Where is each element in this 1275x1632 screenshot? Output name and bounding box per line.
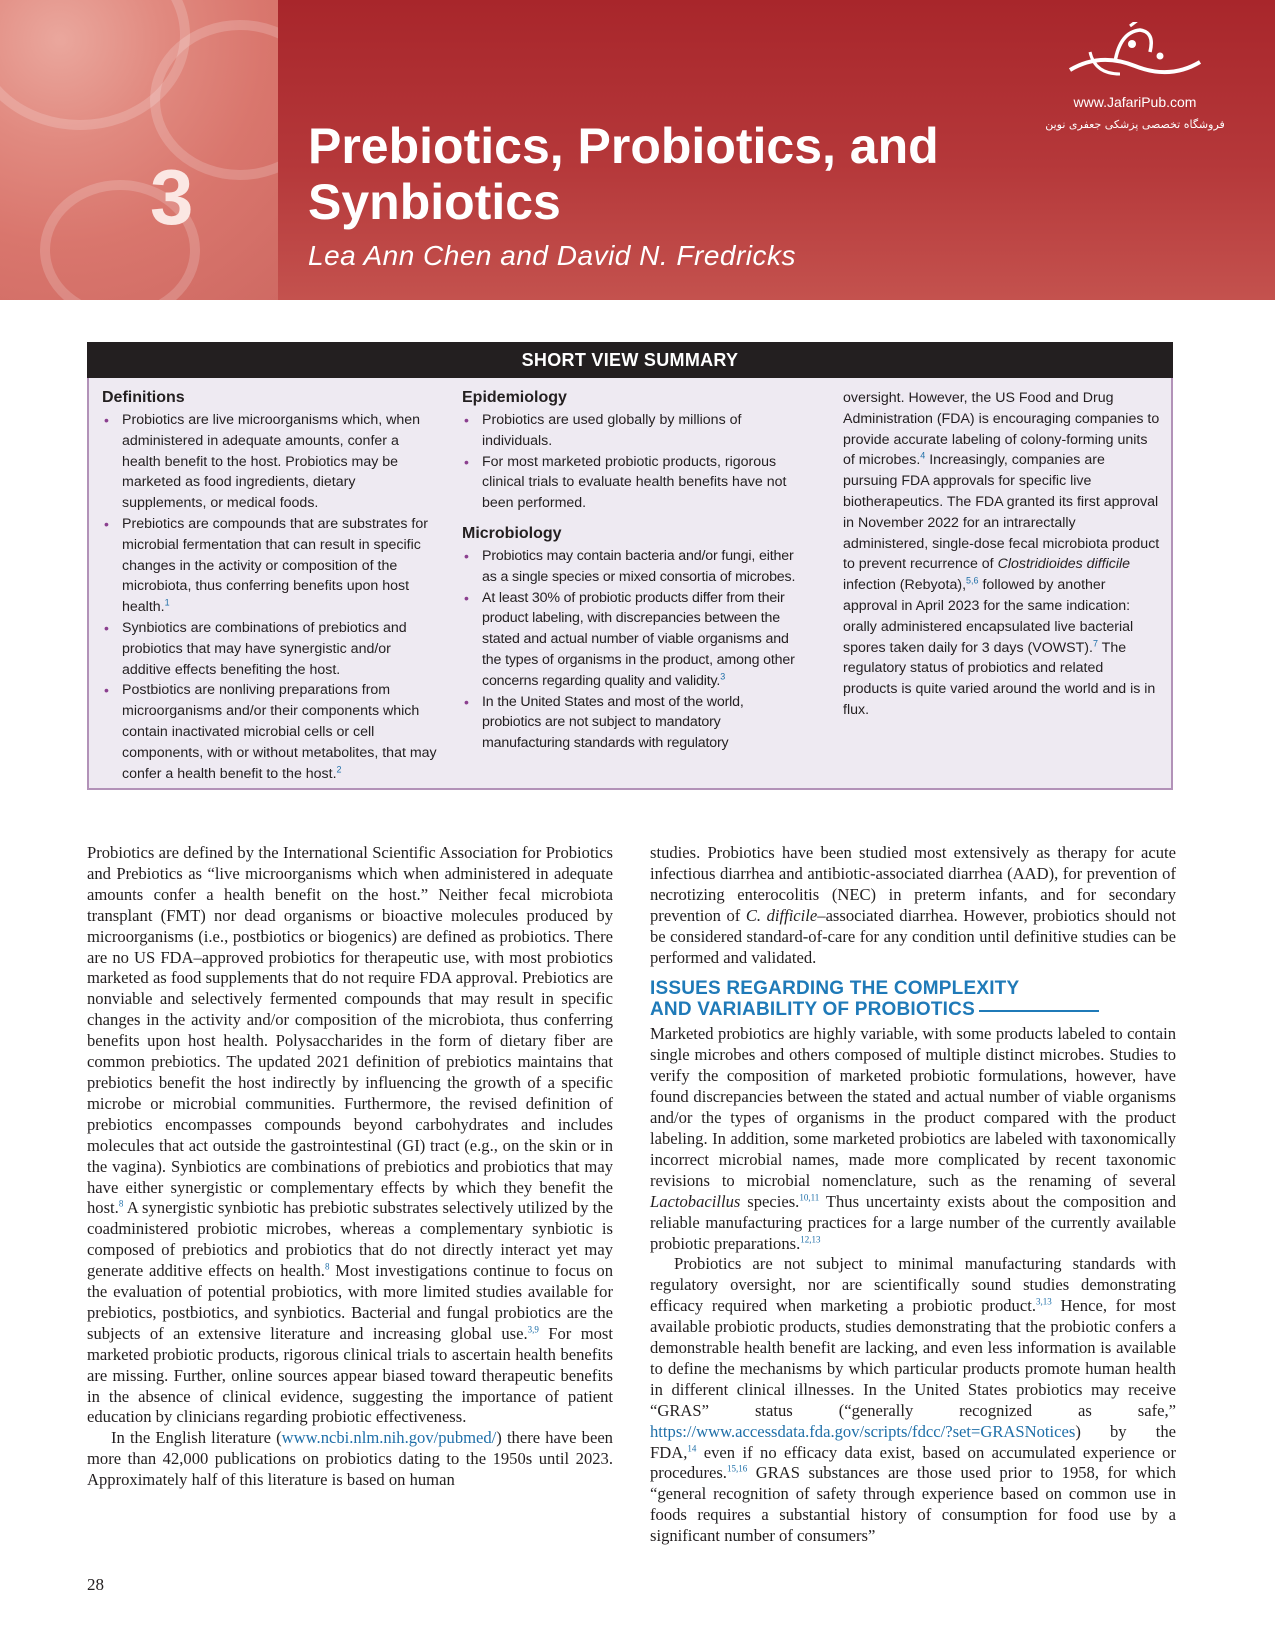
reference-link[interactable]: 12,13: [800, 1233, 821, 1244]
body-paragraph: In the English literature (www.ncbi.nlm.nih.gov/pubmed/) there have been more than 42,000 publications on probiotics dating to the 1950s until 2023. Approximately half of this literature is based on human: [87, 1428, 613, 1490]
list-item: • Probiotics may contain bacteria and/or fungi, either as a single species or mixed consortia of microbes.: [462, 546, 797, 588]
list-item: • Probiotics are live microorganisms which, when administered in adequate amounts, confer a health benefit to the host. Probiotics may be marketed as food ingredients, dietary supplements, or medical foods.: [102, 410, 437, 514]
heading-rule: [979, 1010, 1099, 1012]
reference-link[interactable]: 3,13: [1035, 1296, 1052, 1307]
banner-decoration: [0, 0, 278, 300]
list-item: • Probiotics are used globally by millions of individuals.: [462, 410, 797, 452]
body-paragraph: Probiotics are not subject to minimal manufacturing standards with regulatory oversight, nor are scientifically sound studies demonstrating efficacy required when marketing a probiotic product.$^{3,13}$ Hence, for most available probiotic products, studies demonstrating that the probiotic confers a demonstrable health benefit are lacking, and even less information is available to define the mechanisms by which particular products promote human health in different clinical illnesses. In the United States probiotics may receive “GRAS” status (“generally recognized as safe,” https://www.accessdata.fda.gov/scripts/fdcc/?set=GRASNotices) by the FDA,$^{14}$ even if no efficacy data exist, based on accumulated experience or procedures.$^{15,16}$ GRAS substances are those used prior to 1958, for which “general recognition of safety through experience based on common use in foods requires a substantial history of consumption for food use by a significant number of consumers”: [650, 1254, 1177, 1546]
microbiology-list: [462, 546, 797, 754]
chapter-number: 3: [150, 153, 194, 241]
summary-column-3: [843, 388, 1161, 721]
page-number: 28: [87, 1575, 104, 1594]
reference-link[interactable]: 5,6: [966, 575, 979, 586]
summary-title: SHORT VIEW SUMMARY: [87, 342, 1173, 378]
reference-link[interactable]: 2: [336, 763, 342, 774]
summary-column-1: [102, 388, 437, 784]
summary-text: followed by another approval in April 2023 for the same indication: orally administered encapsulated live bacterial spores taken daily for 3 days (VOWST).: [843, 577, 1134, 656]
summary-text: infection (Rebyota),: [843, 577, 967, 594]
section-heading: ISSUES REGARDING THE COMPLEXITY AND VARIABILITY OF PROBIOTICS: [650, 978, 1176, 1020]
definitions-heading: Definitions: [102, 389, 185, 406]
reference-link[interactable]: 3,9: [527, 1324, 539, 1335]
list-item: • Synbiotics are combinations of prebiotics and probiotics that may have synergistic and/or additive effects benefiting the host.: [102, 618, 437, 680]
organism-name: C. difficile: [745, 905, 818, 925]
list-item: • At least 30% of probiotic products differ from their product labeling, with discrepancies between the stated and actual number of viable organisms and the types of organisms in the product, among other concerns regarding quality and validity.$^3$: [462, 588, 797, 692]
epidemiology-list: [462, 410, 797, 514]
summary-text: oversight. However, the US Food and Drug Administration (FDA) is encouraging companies to provide accurate labeling of colony-forming units of microbes.: [843, 390, 1160, 469]
publisher-logo[interactable]: [1030, 22, 1240, 142]
reference-link[interactable]: 7: [1092, 637, 1098, 648]
reference-link[interactable]: 15,16: [726, 1463, 748, 1474]
reference-link[interactable]: 3: [720, 671, 726, 682]
definitions-list: [102, 410, 437, 784]
list-item: • In the United States and most of the world, probiotics are not subject to mandatory manufacturing standards with regulatory: [462, 692, 797, 754]
organism-name: Clostridioides difficile: [997, 556, 1131, 573]
chapter-banner: [0, 0, 1275, 300]
body-column-left: [87, 843, 613, 1491]
reference-link[interactable]: 8: [118, 1198, 124, 1209]
publisher-tagline: فروشگاه تخصصی پزشکی جعفری نوین: [1045, 118, 1225, 131]
publisher-url[interactable]: www.JafariPub.com: [1073, 94, 1197, 110]
list-item: • Postbiotics are nonliving preparations from microorganisms and/or their components which contain inactivated microbial cells or cell components, with or without metabolites, that may confer a health benefit to the host.$^2$: [102, 680, 437, 784]
summary-text: The regulatory status of probiotics and related products is quite varied around the world and is in flux.: [843, 639, 1156, 718]
spacer: [462, 514, 797, 524]
body-paragraph: Marketed probiotics are highly variable, with some products labeled to contain single microbes and others composed of multiple distinct microbes. Studies to verify the composition of marketed probiotic formulations, however, have found discrepancies between the stated and actual number of viable organisms and/or the types of organisms in the product compared with the product labeling. In addition, some marketed probiotics are labeled with taxonomically incorrect microbial names, made more complicated by recent taxonomic revisions to microbial nomenclature, such as the renaming of several Lactobacillus species.$^{10,11}$ Thus uncertainty exists about the composition and reliable manufacturing practices for a large number of the currently available probiotic preparations.$^{12,13}$: [650, 1024, 1176, 1253]
microbiology-heading: Microbiology: [462, 524, 562, 542]
publisher-logo-icon: [1060, 22, 1210, 92]
body-column-right: [650, 843, 1176, 1547]
chapter-authors: Lea Ann Chen and David N. Fredricks: [308, 240, 797, 271]
body-paragraph: Probiotics are defined by the International Scientific Association for Probiotics and Prebiotics as “live microorganisms which when administered in adequate amounts confer a health benefit on the host.” Neither fecal microbiota transplant (FMT) nor dead organisms or bioactive molecules produced by microorganisms (i.e., postbiotics or biogenics) are defined as probiotics. There are no US FDA–approved probiotics for therapeutic use, with most probiotics marketed as food supplements that do not require FDA approval. Prebiotics are nonviable and selectively fermented compounds that may result in specific changes in the activity and/or composition of the microbiota, thus conferring benefits upon host health. Polysaccharides in the form of dietary fiber are common prebiotics. The updated 2021 definition of prebiotics maintains that prebiotics benefit the host indirectly by influencing the growth of a specific microbe or microbial communities. Furthermore, the revised definition of prebiotics encompasses compounds beyond carbohydrates and includes molecules that act outside the gastrointestinal (GI) tract (e.g., on the skin or in the vagina). Synbiotics are combinations of prebiotics and probiotics that may have either synergistic or complementary effects by which they benefit the host.$^8$ A synergistic synbiotic has prebiotic substrates selectively utilized by the coadministered probiotic microbes, whereas a complementary synbiotic is composed of prebiotics and probiotics that do not directly interact yet may generate additive effects on health.$^8$ Most investigations continue to focus on the evaluation of potential probiotics, with more limited studies available for prebiotics, postbiotics, and synbiotics. Bacterial and fungal probiotics are the subjects of an extensive literature and increasing global use.$^{3,9}$ For most marketed probiotic products, rigorous clinical trials to ascertain health benefits are missing. Further, online sources appear biased toward therapeutic benefits in the absence of clinical evidence, suggesting the importance of patient education by clinicians regarding probiotic effectiveness.: [87, 843, 614, 1427]
short-view-summary: [87, 342, 1173, 790]
organism-name: Lactobacillus: [650, 1191, 741, 1211]
pubmed-link[interactable]: www.ncbi.nlm.nih.gov/pubmed/: [281, 1428, 497, 1448]
summary-text: Increasingly, companies are pursuing FDA approvals for specific live biotherapeutics. The FDA granted its first approval in November 2022 for an intrarectally administered, single-dose fecal microbiota product to prevent recurrence of: [843, 452, 1160, 573]
chapter-title: Prebiotics, Probiotics, and Synbiotics: [308, 118, 939, 230]
reference-link[interactable]: 10,11: [799, 1192, 820, 1203]
reference-link[interactable]: 8: [324, 1261, 330, 1272]
reference-link[interactable]: 4: [920, 450, 926, 461]
reference-link[interactable]: 14: [687, 1443, 697, 1454]
epidemiology-heading: Epidemiology: [462, 389, 567, 406]
body-paragraph: studies. Probiotics have been studied most extensively as therapy for acute infectious diarrhea and antibiotic-associated diarrhea (AAD), for prevention of necrotizing enterocolitis (NEC) in preterm infants, and for secondary prevention of C. difficile–associated diarrhea. However, probiotics should not be considered standard-of-care for any condition until definitive studies can be performed and validated.: [650, 843, 1176, 967]
fda-gras-link[interactable]: https://www.accessdata.fda.gov/scripts/fdcc/?set=GRASNotices: [650, 1421, 1076, 1441]
list-item: • Prebiotics are compounds that are substrates for microbial fermentation that can result in specific changes in the activity or composition of the microbiota, thus conferring benefits upon host health.$^1$: [102, 514, 437, 618]
summary-column-2: [462, 388, 797, 754]
list-item: • For most marketed probiotic products, rigorous clinical trials to evaluate health benefits have not been performed.: [462, 452, 797, 514]
reference-link[interactable]: 1: [164, 597, 170, 608]
